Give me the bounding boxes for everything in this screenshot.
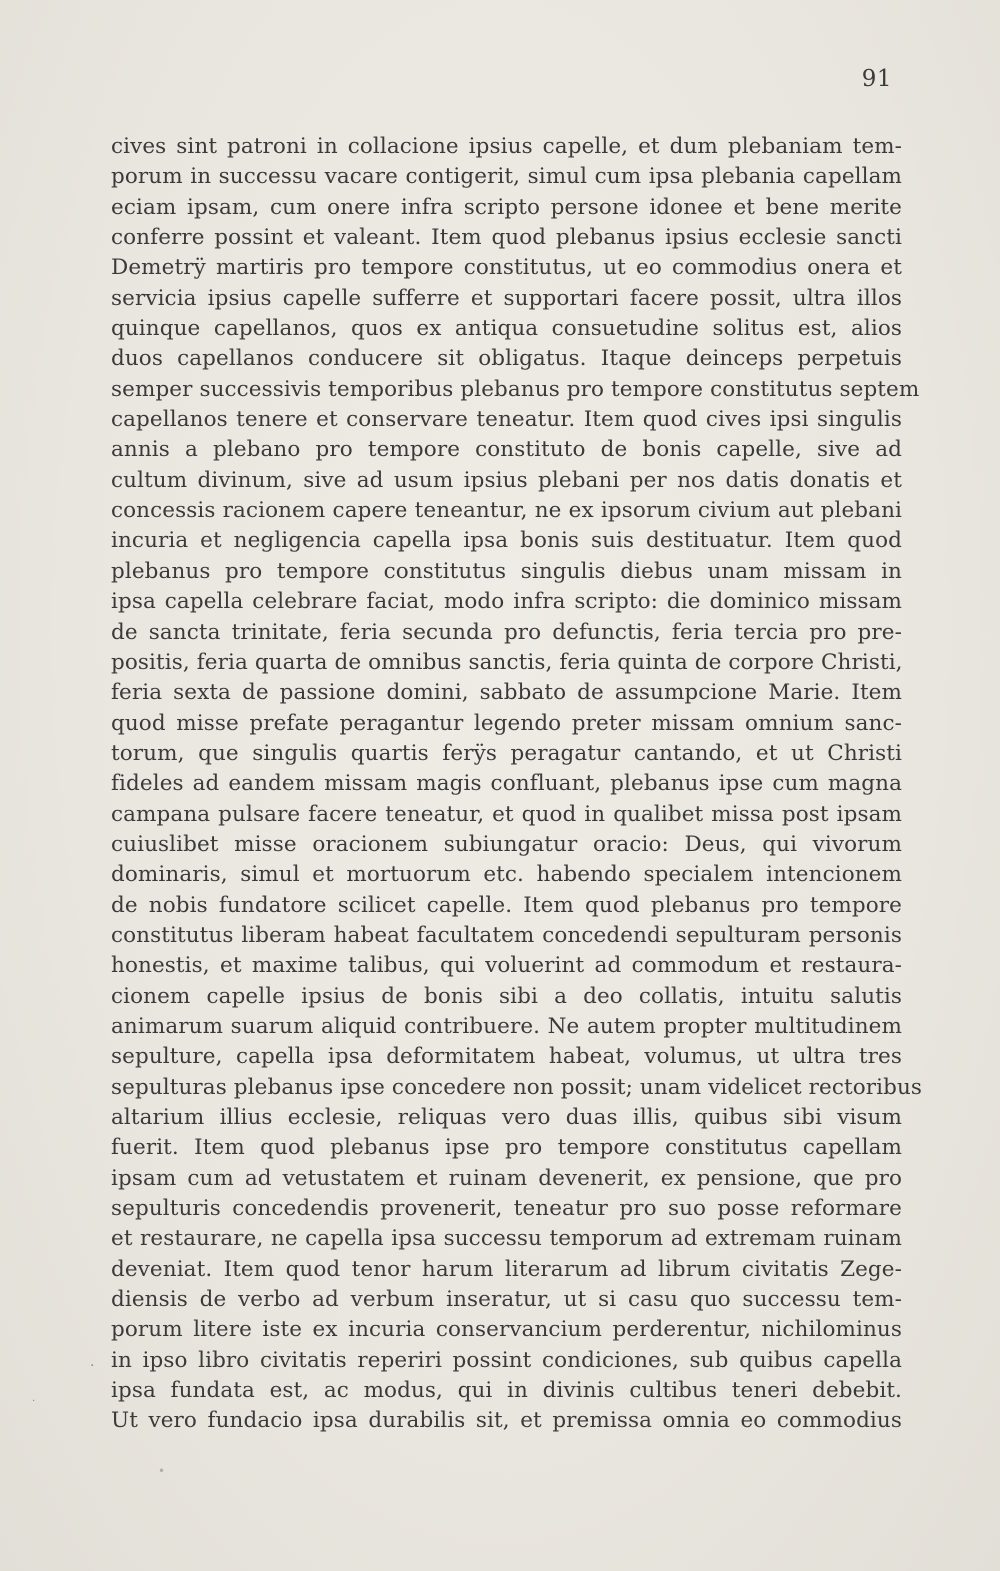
text-line: sepulturis concedendis provenerit, teneatur pro suo posse reformare — [111, 1196, 902, 1222]
text-line: cives sint patroni in collacione ipsius capelle, et dum plebaniam tem- — [111, 134, 902, 159]
text-line: eciam ipsam, cum onere infra scripto persone idonee et bene merite — [111, 194, 902, 220]
text-line: animarum suarum aliquid contribuere. Ne autem propter multitudinem — [111, 1013, 902, 1039]
body-text — [111, 132, 923, 1437]
text-line: porum in successu vacare contigerit, simul cum ipsa plebania capellam — [111, 164, 902, 190]
text-line: capellanos tenere et conservare teneatur. Item quod cives ipsi singulis — [111, 407, 902, 433]
text-line: duos capellanos conducere sit obligatus. Itaque deinceps perpetuis — [111, 346, 902, 372]
text-line: annis a plebano pro tempore constituto de bonis capelle, sive ad — [111, 437, 902, 463]
text-line: dominaris, simul et mortuorum etc. habendo specialem intencionem — [111, 862, 902, 888]
text-line: cultum divinum, sive ad usum ipsius plebani per nos datis donatis et — [111, 467, 902, 493]
text-line: Demetrÿ martiris pro tempore constitutus, ut eo commodius onera et — [111, 255, 902, 281]
text-line: campana pulsare facere teneatur, et quod in qualibet missa post ipsam — [111, 801, 902, 827]
text-line: de sancta trinitate, feria secunda pro defunctis, feria tercia pro pre- — [111, 619, 902, 645]
text-line: altarium illius ecclesie, reliquas vero duas illis, quibus sibi visum — [111, 1105, 902, 1130]
text-line: incuria et negligencia capella ipsa bonis suis destituatur. Item quod — [111, 528, 902, 554]
text-line: sepulturas plebanus ipse concedere non possit; unam videlicet rectoribus — [111, 1074, 923, 1100]
text-line: semper successivis temporibus plebanus pro tempore constitutus septem — [111, 376, 920, 402]
text-line: fuerit. Item quod plebanus ipse pro tempore constitutus capellam — [111, 1135, 902, 1161]
margin-dot-mark: · — [90, 1358, 95, 1374]
text-line: fideles ad eandem missam magis confluant, plebanus ipse cum magna — [111, 771, 902, 797]
text-line: porum litere iste ex incuria conservancium perderentur, nichilominus — [111, 1317, 902, 1343]
text-line: quinque capellanos, quos ex antiqua consuetudine solitus est, alios — [111, 316, 902, 342]
text-line: cuiuslibet misse oracionem subiungatur oracio: Deus, qui vivorum — [111, 831, 902, 857]
text-line: ipsa capella celebrare faciat, modo infra scripto: die dominico missam — [111, 589, 902, 615]
text-line: diensis de verbo ad verbum inseratur, ut si casu quo successu tem- — [111, 1287, 902, 1313]
text-line: deveniat. Item quod tenor harum literarum ad librum civitatis Zege- — [111, 1256, 902, 1282]
text-line: honestis, et maxime talibus, qui voluerint ad commodum et restaura- — [111, 953, 902, 979]
text-line: in ipso libro civitatis reperiri possint condiciones, sub quibus capella — [111, 1347, 902, 1373]
margin-dot-mark: · — [32, 1396, 36, 1407]
margin-dot-mark: • — [158, 1464, 166, 1478]
text-line: et restaurare, ne capella ipsa successu temporum ad extremam ruinam — [111, 1226, 902, 1252]
text-line: torum, que singulis quartis ferÿs peragatur cantando, et ut Christi — [111, 740, 902, 766]
text-line: positis, feria quarta de omnibus sanctis, feria quinta de corpore Christi, — [111, 649, 903, 675]
text-line: feria sexta de passione domini, sabbato de assumpcione Marie. Item — [111, 680, 902, 706]
text-line: quod misse prefate peragantur legendo preter missam omnium sanc- — [111, 710, 902, 736]
text-line: ipsa fundata est, ac modus, qui in divinis cultibus teneri debebit. — [111, 1378, 902, 1404]
text-line: plebanus pro tempore constitutus singulis diebus unam missam in — [111, 558, 902, 584]
text-line: ipsam cum ad vetustatem et ruinam devenerit, ex pensione, que pro — [111, 1165, 902, 1191]
text-line: sepulture, capella ipsa deformitatem habeat, volumus, ut ultra tres — [111, 1044, 902, 1070]
text-line: Ut vero fundacio ipsa durabilis sit, et premissa omnia eo commodius — [111, 1408, 902, 1434]
text-line: concessis racionem capere teneantur, ne ex ipsorum civium aut plebani — [111, 498, 902, 524]
text-line: constitutus liberam habeat facultatem concedendi sepulturam personis — [111, 922, 902, 948]
text-line: de nobis fundatore scilicet capelle. Item quod plebanus pro tempore — [111, 892, 902, 918]
text-line: cionem capelle ipsius de bonis sibi a deo collatis, intuitu salutis — [111, 983, 902, 1009]
page-number: 91 — [861, 66, 892, 92]
text-line: servicia ipsius capelle sufferre et supportari facere possit, ultra illos — [111, 285, 902, 311]
text-line: conferre possint et valeant. Item quod plebanus ipsius ecclesie sancti — [111, 225, 902, 251]
